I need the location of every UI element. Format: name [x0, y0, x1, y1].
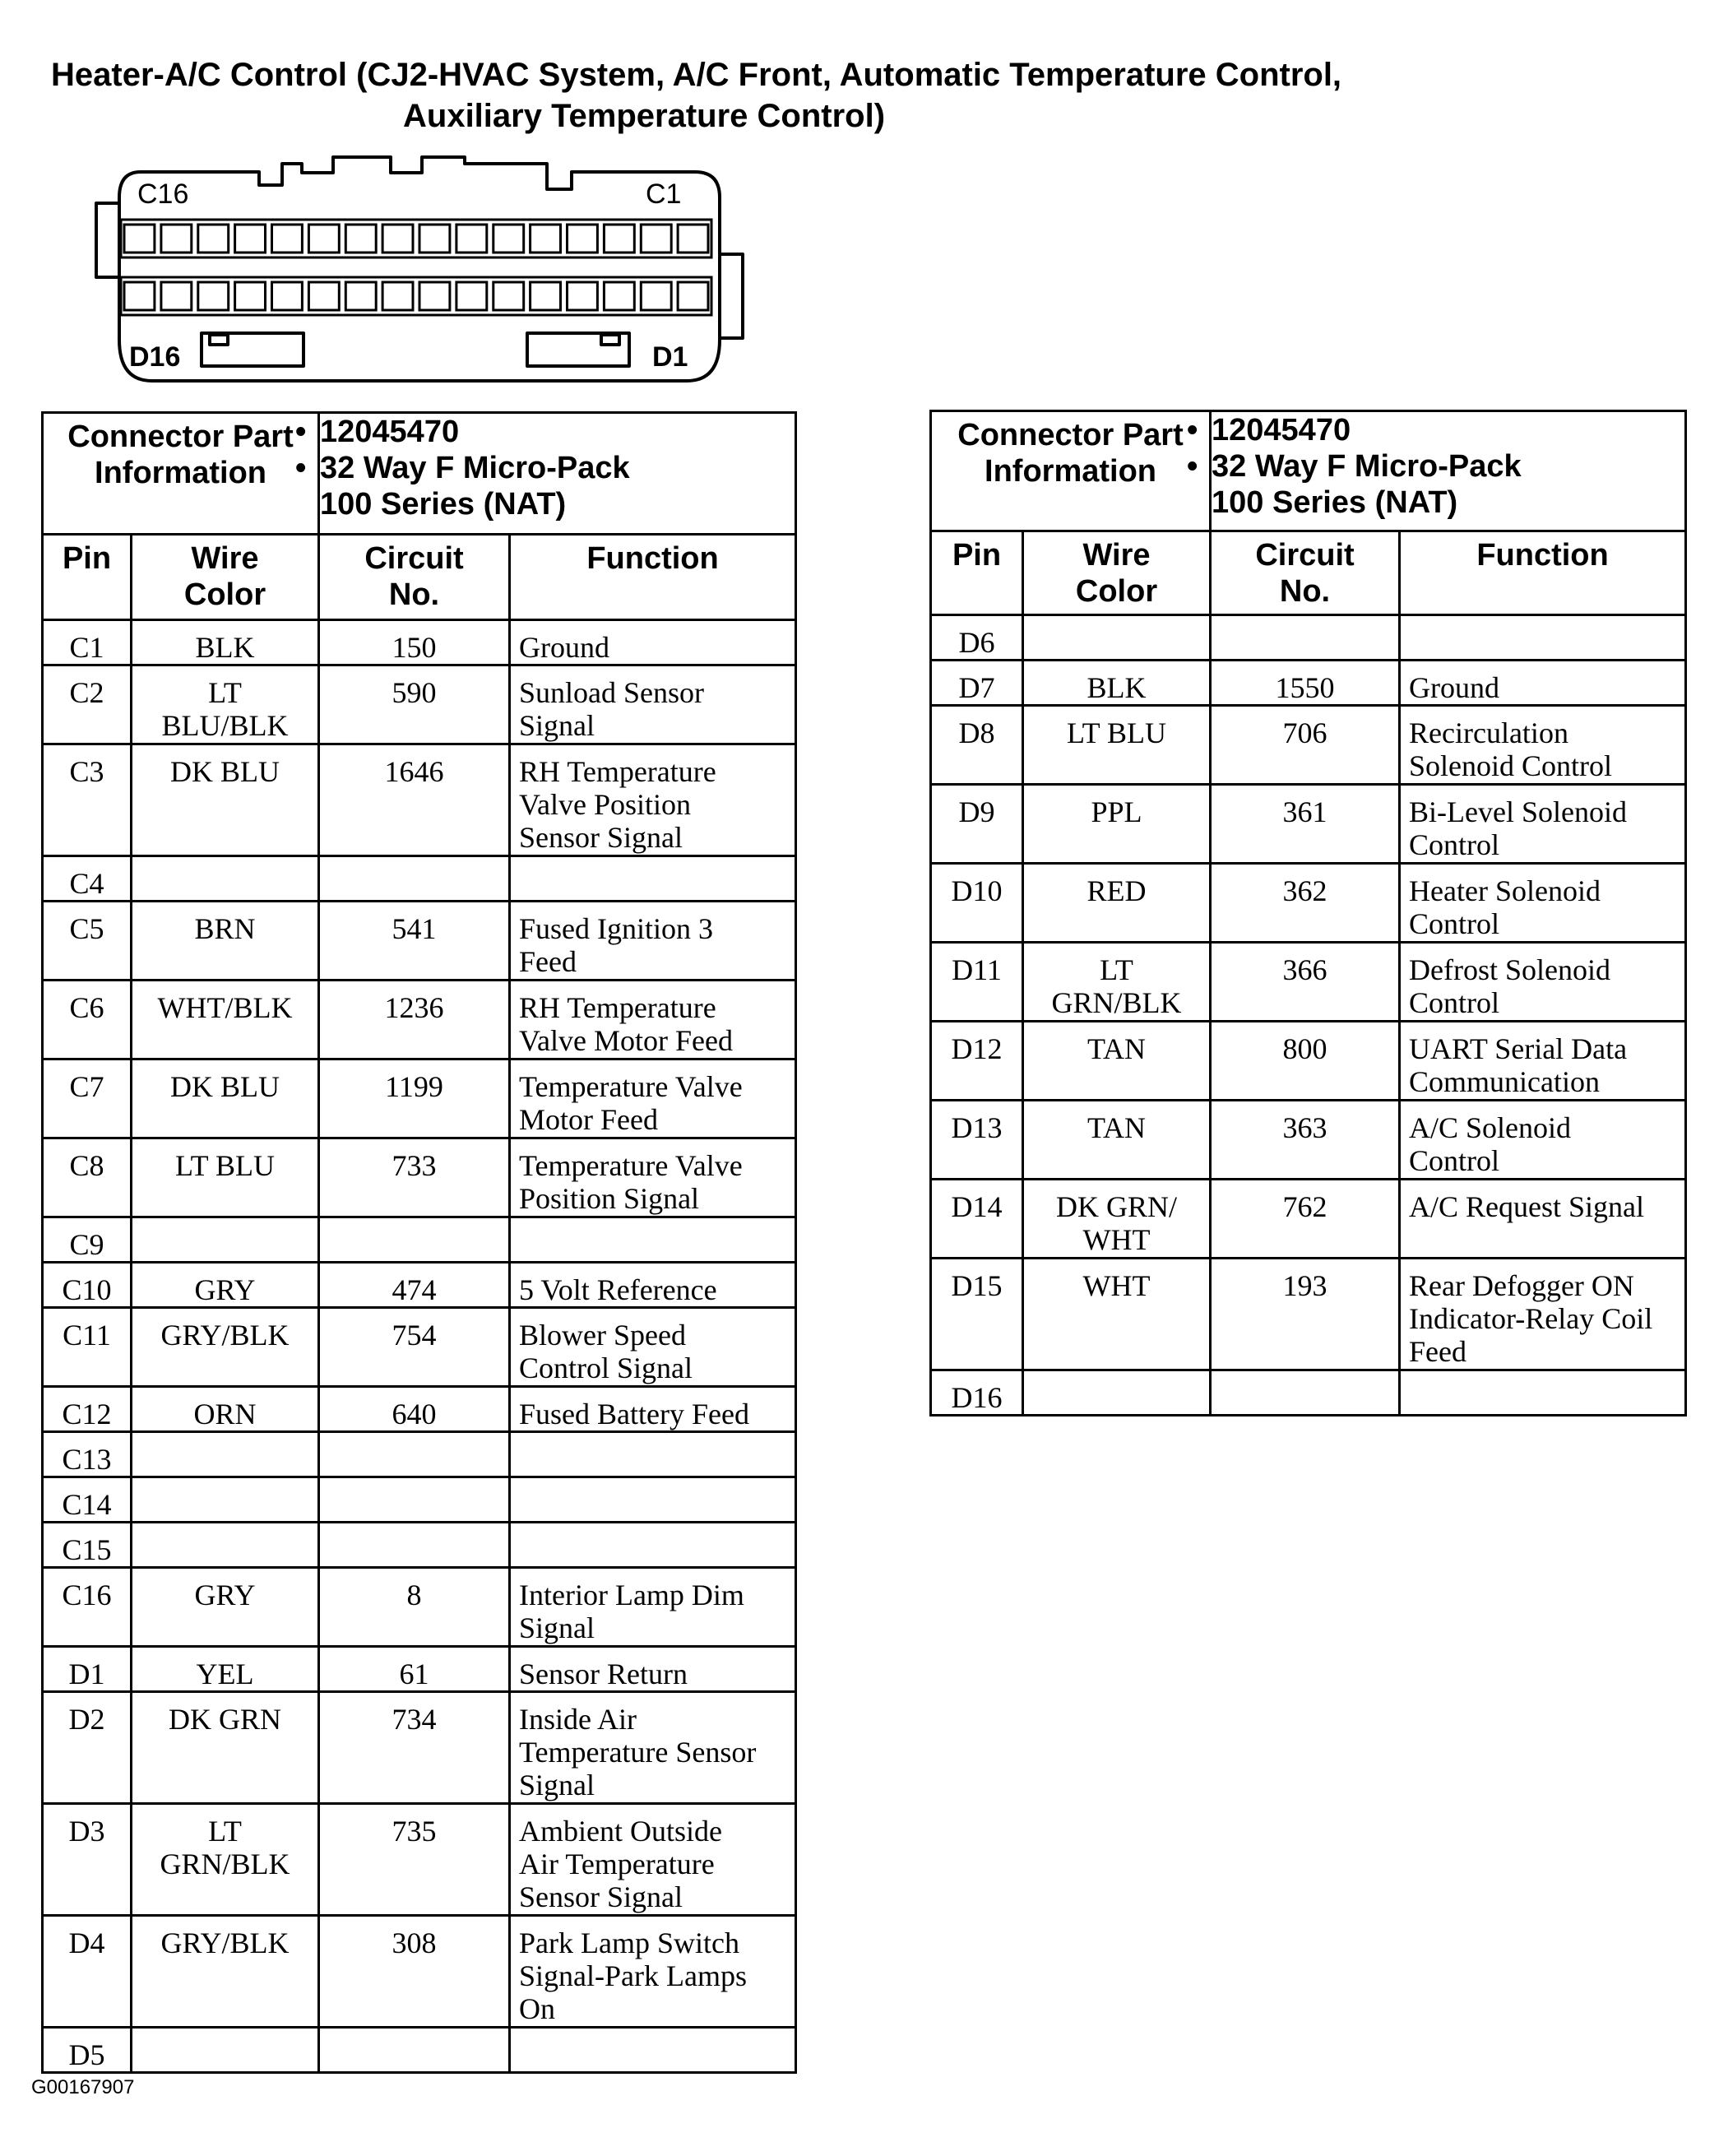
- pin-row-c10: [43, 1263, 796, 1308]
- c-cavity: [641, 225, 671, 253]
- column-header-row: [43, 535, 796, 620]
- pin-row-c2: [43, 665, 796, 744]
- circuit-cell: 8: [319, 1568, 510, 1647]
- header-wire-color: Wire Color: [1023, 531, 1211, 615]
- d-cavity: [124, 282, 155, 310]
- circuit-cell: [319, 856, 510, 902]
- pin-cell: D1: [43, 1647, 132, 1692]
- d-cavity: [382, 282, 413, 310]
- wire-color-cell: ORN: [132, 1387, 319, 1432]
- pin-cell: C11: [43, 1308, 132, 1387]
- function-cell: 5 Volt Reference: [510, 1263, 796, 1308]
- wire-color-cell: DK BLU: [132, 744, 319, 856]
- circuit-cell: 706: [1211, 706, 1400, 785]
- connector-face-diagram: [86, 152, 744, 387]
- function-cell: Temperature Valve Motor Feed: [510, 1059, 796, 1138]
- circuit-cell: [319, 1432, 510, 1477]
- pin-cell: D14: [931, 1180, 1023, 1259]
- pin-cell: C13: [43, 1432, 132, 1477]
- d-cavity: [419, 282, 450, 310]
- wire-color-cell: GRY: [132, 1263, 319, 1308]
- part-number: • 12045470: [1212, 412, 1684, 448]
- function-cell: Fused Ignition 3 Feed: [510, 902, 796, 981]
- circuit-cell: 762: [1211, 1180, 1400, 1259]
- pin-cell: D4: [43, 1916, 132, 2028]
- c-cavity: [198, 225, 229, 253]
- part-description: • 32 Way F Micro-Pack: [320, 450, 795, 486]
- pin-row-d2: [43, 1692, 796, 1804]
- c-row-cavities: [121, 220, 711, 257]
- header-wire-color: Wire Color: [132, 535, 319, 620]
- circuit-cell: [1211, 1370, 1400, 1416]
- wire-color-cell: LT BLU/BLK: [132, 665, 319, 744]
- pin-cell: C2: [43, 665, 132, 744]
- wire-color-cell: DK GRN: [132, 1692, 319, 1804]
- pin-cell: C16: [43, 1568, 132, 1647]
- wire-color-cell: [132, 1523, 319, 1568]
- pin-cell: C12: [43, 1387, 132, 1432]
- function-cell: Sunload Sensor Signal: [510, 665, 796, 744]
- circuit-cell: 366: [1211, 943, 1400, 1022]
- circuit-cell: [319, 1477, 510, 1523]
- pin-cell: C10: [43, 1263, 132, 1308]
- pin-cell: D9: [931, 785, 1023, 864]
- label-d1: D1: [652, 341, 688, 373]
- function-cell: Rear Defogger ON Indicator-Relay Coil Feed: [1400, 1259, 1686, 1370]
- function-cell: A/C Request Signal: [1400, 1180, 1686, 1259]
- pin-row-d6: [931, 615, 1686, 661]
- d-cavity: [568, 282, 598, 310]
- pin-row-c4: [43, 856, 796, 902]
- circuit-cell: 193: [1211, 1259, 1400, 1370]
- pin-row-d7: [931, 661, 1686, 706]
- wire-color-cell: LT GRN/BLK: [1023, 943, 1211, 1022]
- circuit-cell: 733: [319, 1138, 510, 1217]
- wire-color-cell: DK GRN/ WHT: [1023, 1180, 1211, 1259]
- pin-row-c14: [43, 1477, 796, 1523]
- wire-color-cell: DK BLU: [132, 1059, 319, 1138]
- header-pin: Pin: [43, 535, 132, 620]
- pin-row-d15: [931, 1259, 1686, 1370]
- pin-cell: D7: [931, 661, 1023, 706]
- pin-row-d4: [43, 1916, 796, 2028]
- function-cell: Heater Solenoid Control: [1400, 864, 1686, 943]
- pin-row-d12: [931, 1022, 1686, 1101]
- pin-cell: D13: [931, 1101, 1023, 1180]
- c-cavity: [124, 225, 155, 253]
- pin-row-c16: [43, 1568, 796, 1647]
- d-cavity: [272, 282, 303, 310]
- function-cell: [510, 1217, 796, 1263]
- part-info-row: [931, 411, 1686, 531]
- c-cavity: [235, 225, 266, 253]
- d-cavity: [161, 282, 192, 310]
- c-cavity: [345, 225, 376, 253]
- part-number: • 12045470: [320, 414, 795, 450]
- pin-cell: C15: [43, 1523, 132, 1568]
- pin-row-d14: [931, 1180, 1686, 1259]
- function-cell: RH Temperature Valve Position Sensor Signal: [510, 744, 796, 856]
- pin-row-c13: [43, 1432, 796, 1477]
- function-cell: [510, 1432, 796, 1477]
- wire-color-cell: WHT: [1023, 1259, 1211, 1370]
- c-cavity: [382, 225, 413, 253]
- pin-cell: D5: [43, 2028, 132, 2073]
- c-cavity: [604, 225, 634, 253]
- pin-cell: D10: [931, 864, 1023, 943]
- pin-cell: C4: [43, 856, 132, 902]
- c-cavity: [493, 225, 524, 253]
- d-cavity: [493, 282, 524, 310]
- wire-color-cell: [132, 856, 319, 902]
- d-cavity: [641, 282, 671, 310]
- function-cell: Ground: [1400, 661, 1686, 706]
- c-cavity: [531, 225, 561, 253]
- wire-color-cell: GRY: [132, 1568, 319, 1647]
- function-cell: [510, 1477, 796, 1523]
- pin-cell: D11: [931, 943, 1023, 1022]
- function-cell: Sensor Return: [510, 1647, 796, 1692]
- pin-cell: D3: [43, 1804, 132, 1916]
- image-code: G00167907: [31, 2076, 135, 2098]
- wire-color-cell: BRN: [132, 902, 319, 981]
- function-cell: [1400, 615, 1686, 661]
- circuit-cell: 1199: [319, 1059, 510, 1138]
- c-cavity: [308, 225, 339, 253]
- wire-color-cell: [132, 1217, 319, 1263]
- function-cell: Bi-Level Solenoid Control: [1400, 785, 1686, 864]
- d-cavity: [345, 282, 376, 310]
- part-info-row: [43, 413, 796, 535]
- function-cell: [510, 2028, 796, 2073]
- pin-row-d16: [931, 1370, 1686, 1416]
- wire-color-cell: GRY/BLK: [132, 1308, 319, 1387]
- c-cavity: [272, 225, 303, 253]
- circuit-cell: 800: [1211, 1022, 1400, 1101]
- c-cavity: [456, 225, 487, 253]
- function-cell: Temperature Valve Position Signal: [510, 1138, 796, 1217]
- part-info-value: • 12045470 • 32 Way F Micro-Pack 100 Series (NAT): [319, 413, 796, 535]
- circuit-cell: [1211, 615, 1400, 661]
- label-c1: C1: [646, 179, 682, 210]
- pin-cell: D16: [931, 1370, 1023, 1416]
- pin-row-d5: [43, 2028, 796, 2073]
- pin-row-d3: [43, 1804, 796, 1916]
- label-c16: C16: [137, 179, 189, 210]
- wire-color-cell: LT BLU: [1023, 706, 1211, 785]
- wire-color-cell: [132, 2028, 319, 2073]
- pin-cell: C7: [43, 1059, 132, 1138]
- label-d16: D16: [129, 341, 181, 373]
- pin-row-c9: [43, 1217, 796, 1263]
- circuit-cell: [319, 1217, 510, 1263]
- part-info-value: • 12045470 • 32 Way F Micro-Pack 100 Series (NAT): [1211, 411, 1686, 531]
- pin-row-c6: [43, 981, 796, 1059]
- function-cell: Fused Battery Feed: [510, 1387, 796, 1432]
- wire-color-cell: [132, 1477, 319, 1523]
- wire-color-cell: RED: [1023, 864, 1211, 943]
- function-cell: [510, 856, 796, 902]
- pin-row-c7: [43, 1059, 796, 1138]
- circuit-cell: 590: [319, 665, 510, 744]
- header-function: Function: [1400, 531, 1686, 615]
- part-info-label: Connector Part Information: [931, 411, 1211, 531]
- pin-row-c12: [43, 1387, 796, 1432]
- function-cell: [510, 1523, 796, 1568]
- function-cell: A/C Solenoid Control: [1400, 1101, 1686, 1180]
- function-cell: UART Serial Data Communication: [1400, 1022, 1686, 1101]
- wire-color-cell: WHT/BLK: [132, 981, 319, 1059]
- function-cell: Interior Lamp Dim Signal: [510, 1568, 796, 1647]
- circuit-cell: [319, 1523, 510, 1568]
- circuit-cell: 754: [319, 1308, 510, 1387]
- d-cavity: [456, 282, 487, 310]
- circuit-cell: 1646: [319, 744, 510, 856]
- wire-color-cell: [132, 1432, 319, 1477]
- pin-row-d9: [931, 785, 1686, 864]
- pin-cell: C14: [43, 1477, 132, 1523]
- pinout-table-right: [929, 410, 1687, 1416]
- circuit-cell: 734: [319, 1692, 510, 1804]
- wire-color-cell: YEL: [132, 1647, 319, 1692]
- pin-row-d13: [931, 1101, 1686, 1180]
- function-cell: Park Lamp Switch Signal-Park Lamps On: [510, 1916, 796, 2028]
- function-cell: Ambient Outside Air Temperature Sensor Signal: [510, 1804, 796, 1916]
- function-cell: Ground: [510, 620, 796, 665]
- function-cell: Recirculation Solenoid Control: [1400, 706, 1686, 785]
- pin-cell: C1: [43, 620, 132, 665]
- pin-cell: C6: [43, 981, 132, 1059]
- pin-cell: D8: [931, 706, 1023, 785]
- wire-color-cell: BLK: [132, 620, 319, 665]
- column-header-row: [931, 531, 1686, 615]
- pin-cell: C3: [43, 744, 132, 856]
- circuit-cell: 735: [319, 1804, 510, 1916]
- title-line-1: Heater-A/C Control (CJ2-HVAC System, A/C Front, Automatic Temperature Control,: [51, 57, 1342, 93]
- pin-row-c5: [43, 902, 796, 981]
- pin-cell: C8: [43, 1138, 132, 1217]
- circuit-cell: 363: [1211, 1101, 1400, 1180]
- title-line-2: Auxiliary Temperature Control): [403, 98, 886, 134]
- pin-row-d1: [43, 1647, 796, 1692]
- d-cavity: [604, 282, 634, 310]
- pin-cell: C5: [43, 902, 132, 981]
- header-circuit-no: Circuit No.: [319, 535, 510, 620]
- pin-row-d8: [931, 706, 1686, 785]
- part-info-label: Connector Part Information: [43, 413, 319, 535]
- pin-row-d10: [931, 864, 1686, 943]
- d-cavity: [678, 282, 708, 310]
- function-cell: [1400, 1370, 1686, 1416]
- page-title: [51, 54, 1341, 137]
- pin-row-c11: [43, 1308, 796, 1387]
- circuit-cell: 150: [319, 620, 510, 665]
- pin-row-c3: [43, 744, 796, 856]
- pin-cell: D6: [931, 615, 1023, 661]
- circuit-cell: 362: [1211, 864, 1400, 943]
- header-circuit-no: Circuit No.: [1211, 531, 1400, 615]
- circuit-cell: 1550: [1211, 661, 1400, 706]
- function-cell: Blower Speed Control Signal: [510, 1308, 796, 1387]
- pin-row-c15: [43, 1523, 796, 1568]
- wire-color-cell: BLK: [1023, 661, 1211, 706]
- function-cell: Defrost Solenoid Control: [1400, 943, 1686, 1022]
- wire-color-cell: [1023, 615, 1211, 661]
- circuit-cell: 541: [319, 902, 510, 981]
- d-row-cavities: [121, 277, 711, 315]
- part-description: • 32 Way F Micro-Pack: [1212, 448, 1684, 485]
- c-cavity: [161, 225, 192, 253]
- c-cavity: [419, 225, 450, 253]
- pin-cell: C9: [43, 1217, 132, 1263]
- header-function: Function: [510, 535, 796, 620]
- wire-color-cell: [1023, 1370, 1211, 1416]
- circuit-cell: 640: [319, 1387, 510, 1432]
- circuit-cell: 474: [319, 1263, 510, 1308]
- pinout-table-left: [41, 411, 797, 2074]
- d-cavity: [235, 282, 266, 310]
- pin-row-c1: [43, 620, 796, 665]
- wire-color-cell: GRY/BLK: [132, 1916, 319, 2028]
- c-cavity: [678, 225, 708, 253]
- d-cavity: [531, 282, 561, 310]
- circuit-cell: [319, 2028, 510, 2073]
- circuit-cell: 61: [319, 1647, 510, 1692]
- d-cavity: [198, 282, 229, 310]
- function-cell: RH Temperature Valve Motor Feed: [510, 981, 796, 1059]
- pin-row-c8: [43, 1138, 796, 1217]
- wire-color-cell: LT BLU: [132, 1138, 319, 1217]
- circuit-cell: 308: [319, 1916, 510, 2028]
- wire-color-cell: LT GRN/BLK: [132, 1804, 319, 1916]
- header-pin: Pin: [931, 531, 1023, 615]
- pin-cell: D15: [931, 1259, 1023, 1370]
- d-cavity: [308, 282, 339, 310]
- pin-cell: D2: [43, 1692, 132, 1804]
- circuit-cell: 1236: [319, 981, 510, 1059]
- wire-color-cell: TAN: [1023, 1022, 1211, 1101]
- pin-cell: D12: [931, 1022, 1023, 1101]
- wire-color-cell: PPL: [1023, 785, 1211, 864]
- circuit-cell: 361: [1211, 785, 1400, 864]
- wire-color-cell: TAN: [1023, 1101, 1211, 1180]
- pin-row-d11: [931, 943, 1686, 1022]
- c-cavity: [568, 225, 598, 253]
- function-cell: Inside Air Temperature Sensor Signal: [510, 1692, 796, 1804]
